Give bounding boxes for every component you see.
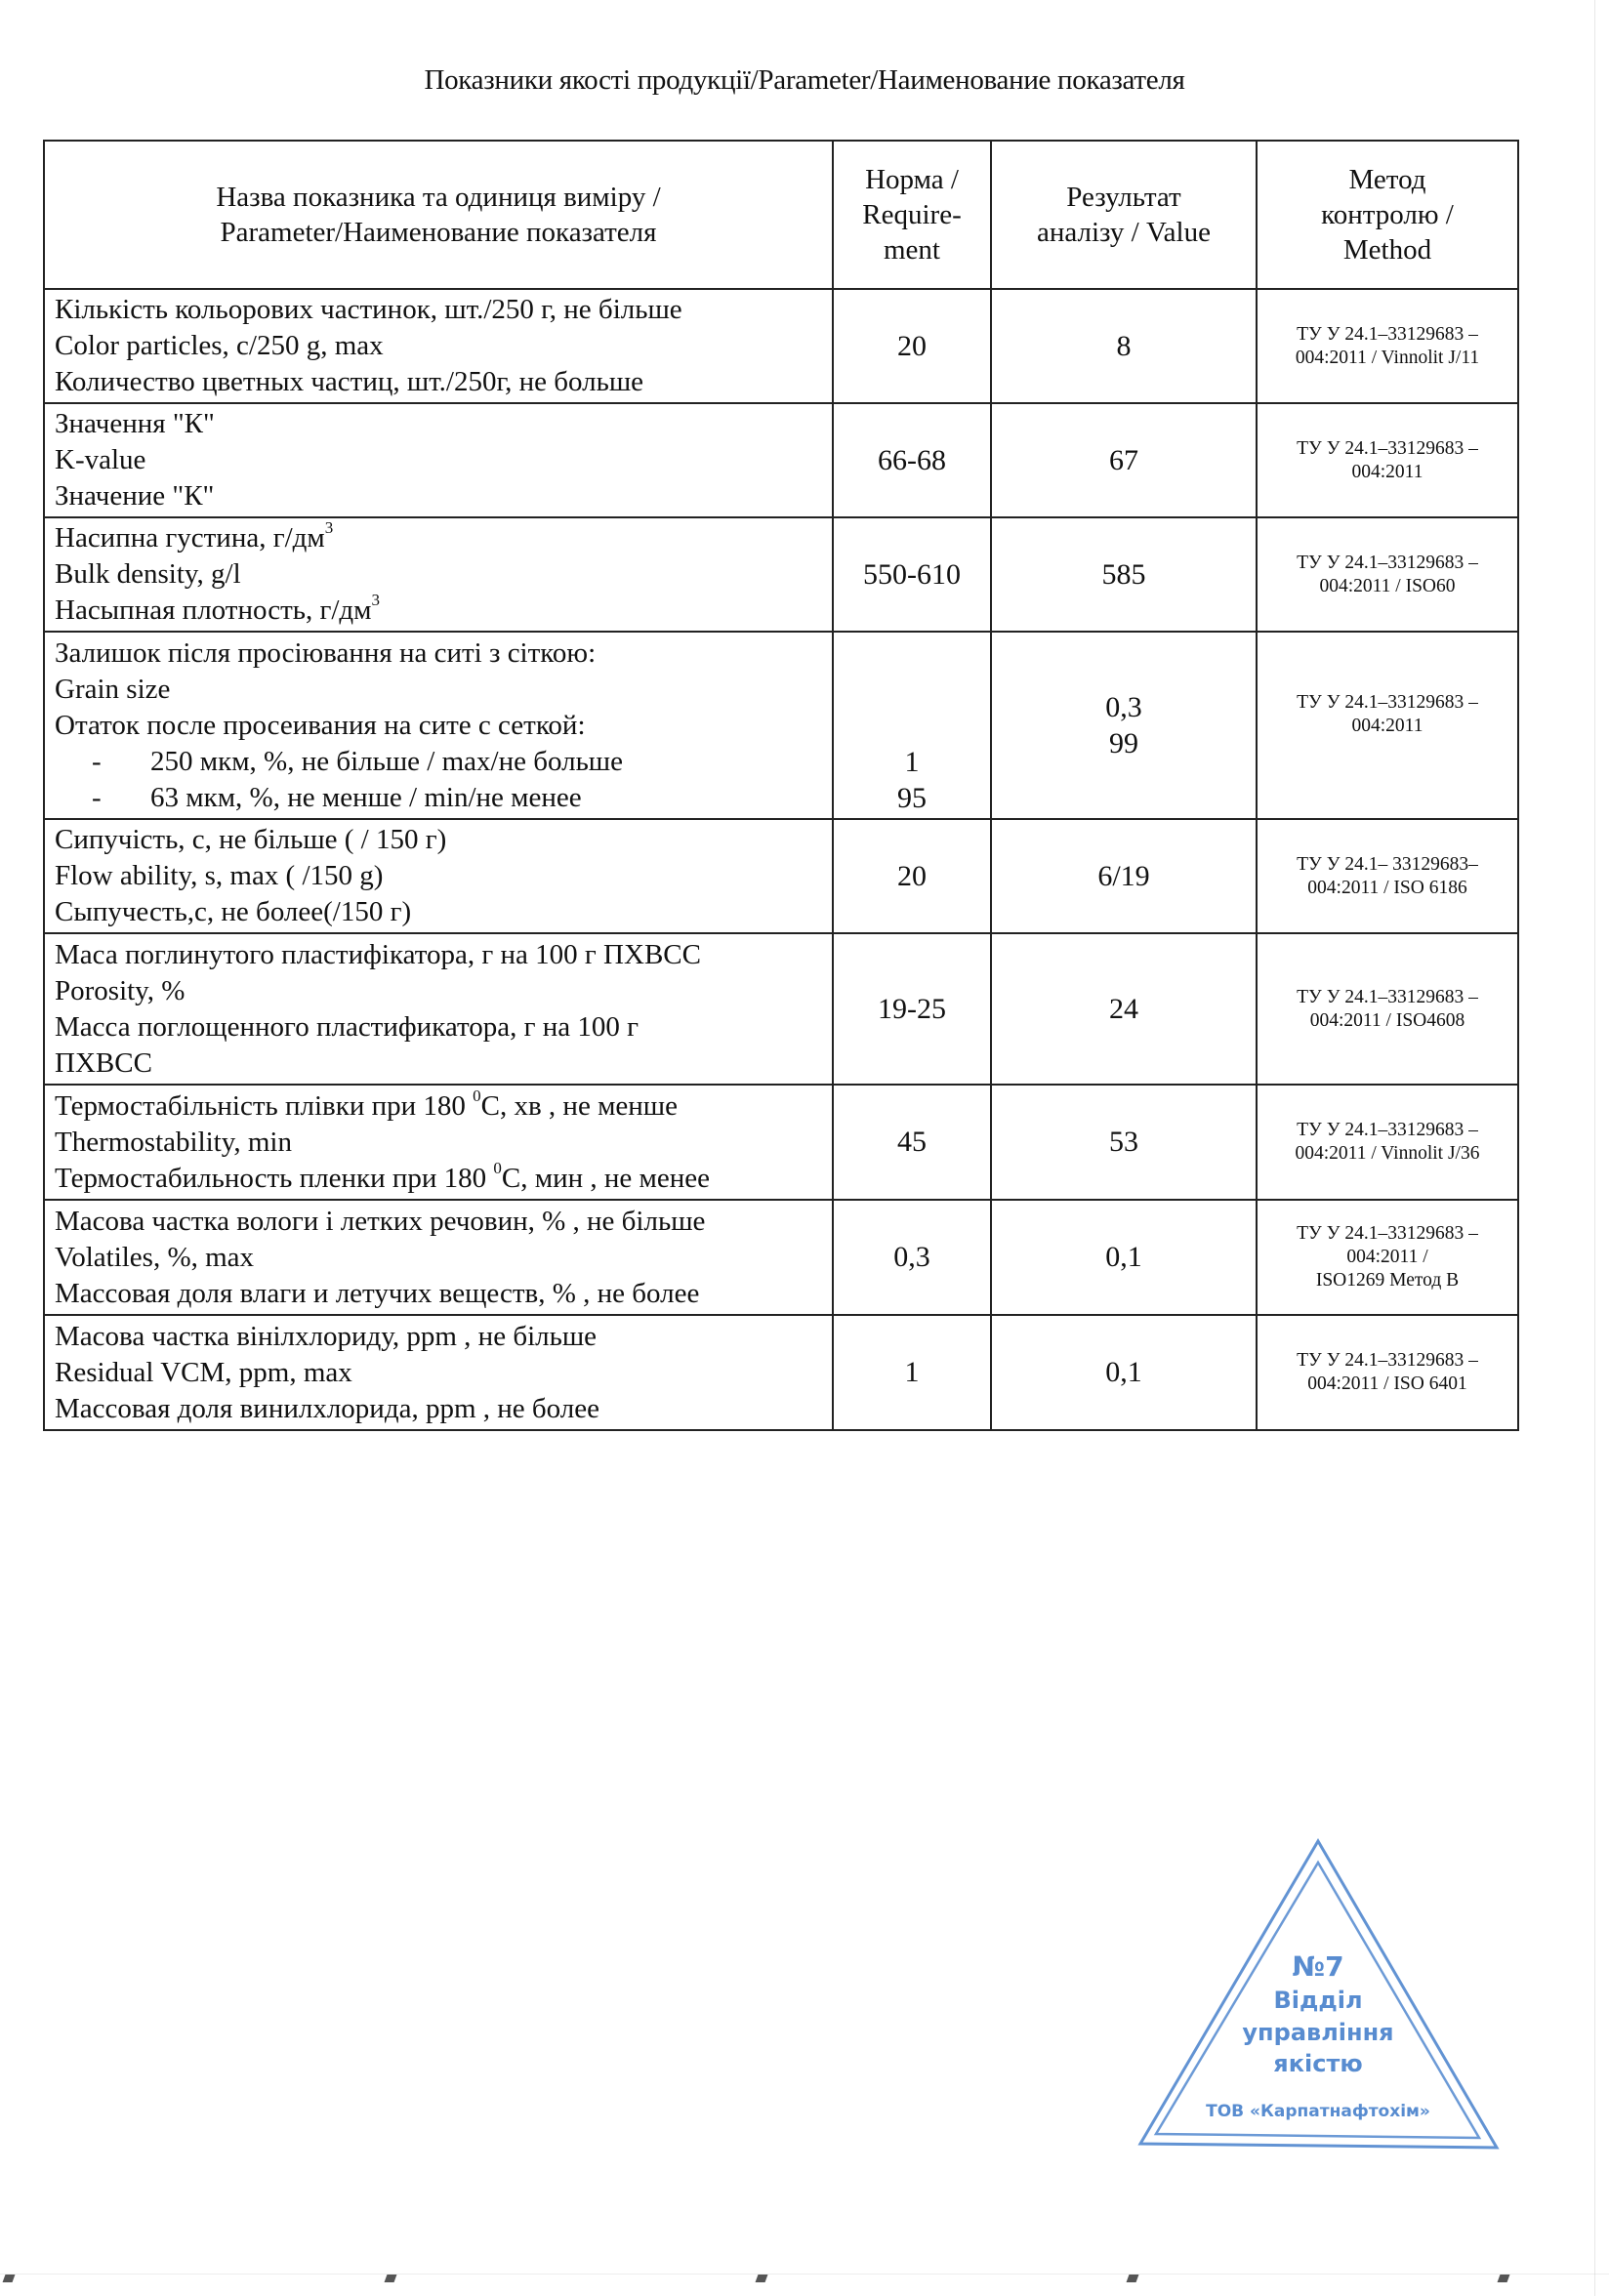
header-requirement: Норма / Require- ment	[833, 141, 991, 289]
requirement-cell: 0,3	[833, 1200, 991, 1315]
method-cell: ТУ У 24.1–33129683 – 004:2011	[1257, 632, 1518, 819]
table-row	[44, 1315, 1518, 1430]
table-row	[44, 819, 1518, 933]
parameter-cell: Кількість кольорових частинок, шт./250 г, не більше Color particles, c/250 g, max Количество цветных частиц, шт./250г, не больше	[44, 289, 833, 403]
parameter-cell: Масова частка вінілхлориду, ppm , не більше Residual VCM, ppm, max Массовая доля винилхлорида, ppm , не более	[44, 1315, 833, 1430]
stamp-company: ТОВ «Карпатнафтохім»	[1206, 2102, 1430, 2121]
parameter-cell: Значення "К" K-value Значение "К"	[44, 403, 833, 517]
requirement-cell: 66-68	[833, 403, 991, 517]
value-cell: 24	[991, 933, 1257, 1085]
method-cell: ТУ У 24.1–33129683 – 004:2011 / Vinnolit J/36	[1257, 1085, 1518, 1200]
value-cell: 0,1	[991, 1315, 1257, 1430]
requirement-cell: 19-25	[833, 933, 991, 1085]
value-cell: 8	[991, 289, 1257, 403]
value-cell: 0,1	[991, 1200, 1257, 1315]
parameter-cell: Маса поглинутого пластифікатора, г на 100 г ПХВСС Porosity, % Масса поглощенного пластификатора, г на 100 г ПХВСС	[44, 933, 833, 1085]
page-title: Показники якості продукції/Parameter/Наименование показателя	[424, 64, 1185, 96]
header-parameter: Назва показника та одиниця виміру / Parameter/Наименование показателя	[44, 141, 833, 289]
superscript-3: 3	[324, 518, 334, 537]
scan-edge-line	[0, 2274, 1609, 2275]
sub-item: - 63 мкм, %, не менше / min/не менее	[92, 781, 582, 813]
requirement-cell: 550-610	[833, 517, 991, 632]
table-header-row	[44, 141, 1518, 289]
scan-mark	[3, 2275, 16, 2282]
stamp-line: Відділ	[1273, 1987, 1363, 2014]
value-cell: 53	[991, 1085, 1257, 1200]
value-cell: 67	[991, 403, 1257, 517]
sub-item: - 250 мкм, %, не більше / max/не больше	[92, 745, 624, 777]
quality-stamp	[1133, 1835, 1504, 2157]
method-cell: ТУ У 24.1– 33129683– 004:2011 / ISO 6186	[1257, 819, 1518, 933]
quality-table	[43, 140, 1519, 1431]
table-row	[44, 289, 1518, 403]
method-cell: ТУ У 24.1–33129683 – 004:2011 / ISO4608	[1257, 933, 1518, 1085]
parameter-cell: Термостабільність плівки при 180 $^0$C, хв , не менше Thermostability, min Термостабильность пленки при 180 $^0$C, мин , не менее	[44, 1085, 833, 1200]
table-row	[44, 517, 1518, 632]
table-row	[44, 1085, 1518, 1200]
method-cell: ТУ У 24.1–33129683 – 004:2011	[1257, 403, 1518, 517]
value-cell: 0,3 99	[991, 632, 1257, 819]
degree-superscript: 0	[493, 1158, 502, 1177]
header-value: Результат аналізу / Value	[991, 141, 1257, 289]
method-cell: ТУ У 24.1–33129683 – 004:2011 / Vinnolit J/11	[1257, 289, 1518, 403]
method-cell: ТУ У 24.1–33129683 – 004:2011 / ISO 6401	[1257, 1315, 1518, 1430]
superscript-3: 3	[371, 591, 381, 609]
scan-edge-line	[1594, 0, 1595, 2296]
degree-superscript: 0	[473, 1086, 481, 1105]
requirement-cell: 1	[833, 1315, 991, 1430]
requirement-cell: 1 95	[833, 632, 991, 819]
scan-mark	[385, 2275, 397, 2282]
stamp-number: №7	[1292, 1950, 1344, 1983]
scan-mark	[1498, 2275, 1510, 2282]
requirement-cell: 45	[833, 1085, 991, 1200]
parameter-cell: Масова частка вологи і летких речовин, % , не більше Volatiles, %, max Массовая доля влаги и летучих веществ, % , не более	[44, 1200, 833, 1315]
value-cell: 585	[991, 517, 1257, 632]
header-method: Метод контролю / Method	[1257, 141, 1518, 289]
stamp-line: управління	[1242, 2019, 1394, 2046]
scan-mark	[1127, 2275, 1139, 2282]
table-row	[44, 933, 1518, 1085]
scan-mark	[756, 2275, 768, 2282]
requirement-cell: 20	[833, 819, 991, 933]
stamp-line: якістю	[1273, 2050, 1363, 2077]
value-cell: 6/19	[991, 819, 1257, 933]
requirement-cell: 20	[833, 289, 991, 403]
method-cell: ТУ У 24.1–33129683 – 004:2011 / ISO1269 Метод В	[1257, 1200, 1518, 1315]
parameter-cell: Сипучість, с, не більше ( / 150 г) Flow ability, s, max ( /150 g) Сыпучесть,с, не более(/150 г)	[44, 819, 833, 933]
parameter-cell: Залишок після просіювання на ситі з сіткою: Grain size Отаток после просеивания на сите с сеткой: - 250 мкм, %, не більше / max/не больше - 63 мкм, %, не менше / min/не менее	[44, 632, 833, 819]
method-cell: ТУ У 24.1–33129683 – 004:2011 / ISO60	[1257, 517, 1518, 632]
parameter-cell: Насипна густина, $г/дм^3$ Bulk density, g/l Насыпная плотность, $г/дм^3$	[44, 517, 833, 632]
table-row	[44, 632, 1518, 819]
table-row	[44, 1200, 1518, 1315]
table-row	[44, 403, 1518, 517]
